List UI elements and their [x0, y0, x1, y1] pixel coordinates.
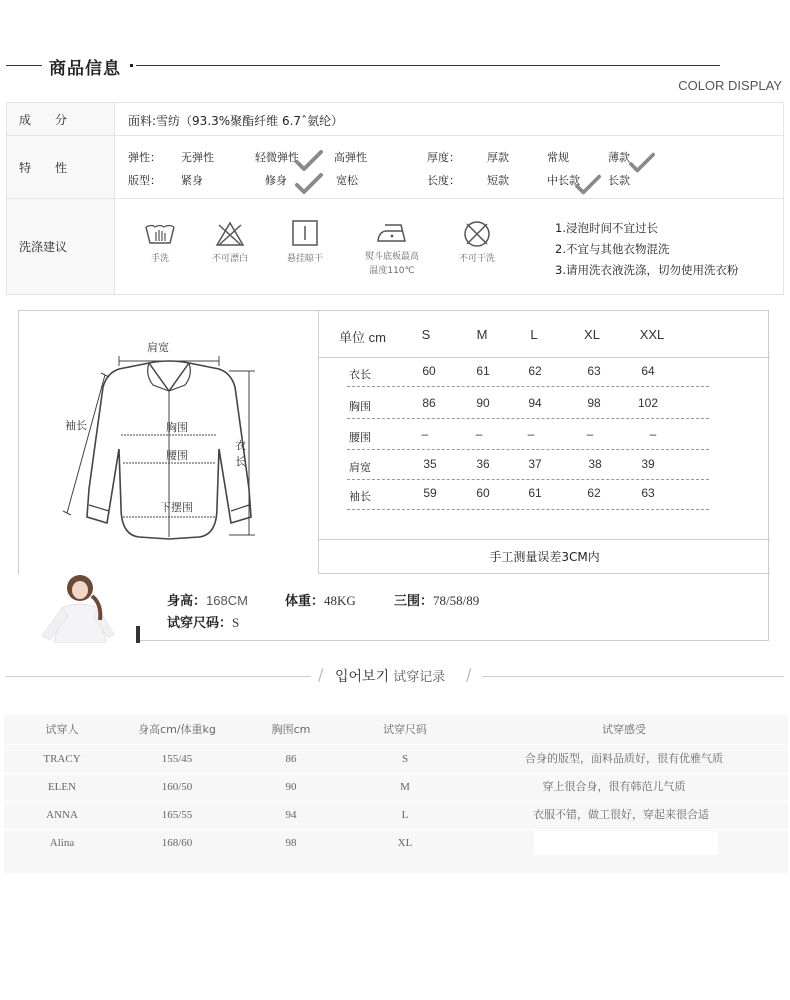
- model-weight: [285, 590, 356, 609]
- no-bleach-icon: [215, 221, 245, 247]
- tryon-size: XL: [397, 837, 413, 849]
- check-icon: [295, 173, 323, 195]
- features-label: 特 性: [7, 136, 115, 198]
- size-row-rule: [347, 418, 709, 419]
- size-cell: 62: [587, 486, 601, 500]
- check-icon: [629, 152, 655, 174]
- tryon-row: [4, 773, 788, 801]
- tryon-row: [4, 745, 788, 773]
- header-dot: [130, 64, 133, 67]
- composition-value: 面料:雪纺（93.3%聚酯纤维 6.7ˆ氨纶）: [128, 114, 344, 128]
- size-cell: 86: [422, 396, 436, 410]
- size-row-label: 袖长: [349, 490, 371, 503]
- model-height-value: 168CM: [206, 593, 248, 608]
- model-size: [167, 612, 239, 631]
- model-info: [143, 574, 770, 642]
- diagram-length-label-a: 衣: [235, 440, 246, 452]
- size-cell: 61: [476, 364, 490, 378]
- tryon-col-feedback: 试穿感受: [602, 723, 646, 736]
- length-mid: 中长款: [547, 174, 580, 187]
- tryon-feedback: 衣服不错，做工很好，穿起来很合适: [533, 808, 709, 821]
- size-cell: 37: [528, 457, 542, 471]
- thickness-thin: 薄款: [608, 151, 630, 164]
- composition-row: [7, 103, 783, 136]
- no-bleach-caption: 不可漂白: [211, 254, 248, 264]
- size-chart-block: [18, 310, 769, 641]
- no-dry-clean-caption: 不可干洗: [458, 254, 495, 264]
- size-cell: 64: [641, 364, 655, 378]
- size-cell: 60: [422, 364, 436, 378]
- tryon-slash-right: /: [466, 665, 472, 684]
- length-long: 长款: [608, 174, 630, 187]
- size-cell: 61: [528, 486, 542, 500]
- size-row-label: 肩宽: [349, 461, 371, 474]
- shirt-diagram: [49, 339, 289, 549]
- header-rule-left: [6, 65, 42, 66]
- shirt-diagram-area: [19, 311, 319, 574]
- tryon-title-korean: 입어보기: [335, 669, 390, 685]
- model-size-value: S: [232, 615, 240, 630]
- hang-dry-caption: 悬挂晾干: [286, 254, 323, 264]
- size-cell: 102: [637, 396, 659, 410]
- features-row: [7, 136, 783, 199]
- tryon-chest: 86: [285, 753, 297, 765]
- tryon-name: TRACY: [43, 753, 81, 765]
- size-cell: –: [421, 427, 429, 441]
- tryon-rule-left: [6, 676, 311, 677]
- hang-dry-icon: [291, 219, 319, 247]
- tryon-hw: 160/50: [161, 781, 193, 793]
- tryon-chest: 94: [285, 809, 297, 821]
- fit-loose: 宽松: [336, 174, 358, 187]
- care-note-2: 2.不宜与其他衣物混洗: [555, 242, 670, 256]
- size-cell: –: [586, 427, 594, 441]
- tryon-title: [335, 666, 445, 686]
- size-unit-label: 单位 cm: [339, 330, 386, 345]
- elastic-label: 弹性：: [128, 151, 161, 164]
- model-measure-label: 三围：: [394, 594, 434, 609]
- tryon-col-name: 试穿人: [45, 723, 79, 736]
- measurement-error-note: 手工测量误差3CM内: [319, 539, 770, 574]
- model-photo: [18, 574, 140, 643]
- size-cell: 59: [423, 486, 437, 500]
- size-cell: 98: [587, 396, 601, 410]
- fit-slim: 修身: [265, 174, 287, 187]
- diagram-chest-label: 胸围: [166, 422, 188, 434]
- tryon-chest: 98: [285, 837, 297, 849]
- tryon-size: L: [401, 809, 409, 821]
- hand-wash-caption: 手洗: [150, 254, 169, 264]
- tryon-name: ELEN: [47, 781, 77, 793]
- tryon-size: M: [400, 781, 410, 793]
- tryon-size: S: [401, 753, 409, 765]
- size-cell: –: [649, 427, 657, 441]
- size-row-rule: [347, 449, 709, 450]
- tryon-slash-left: /: [318, 665, 324, 684]
- care-row: [7, 199, 783, 294]
- composition-label: 成 分: [7, 103, 115, 135]
- size-row-label: 胸围: [349, 400, 371, 413]
- size-cell: –: [475, 427, 483, 441]
- tryon-title-chinese: 试穿记录: [393, 670, 446, 685]
- size-header-xl: XL: [584, 327, 600, 342]
- size-cell: –: [527, 427, 535, 441]
- tryon-row: [4, 801, 788, 829]
- model-height-label: 身高：: [167, 594, 207, 609]
- tryon-hw: 155/45: [161, 753, 193, 765]
- tryon-col-hw: 身高cm/体重kg: [138, 723, 216, 736]
- iron-icon: [375, 221, 409, 245]
- no-dry-clean-icon: [462, 219, 492, 249]
- tryon-feedback: 穿上很合身，很有韩范儿气质: [542, 780, 686, 793]
- iron-caption-line1: 熨斗底板最高: [364, 252, 419, 262]
- thickness-normal: 常规: [547, 151, 569, 164]
- size-cell: 36: [476, 457, 490, 471]
- size-row-rule: [347, 386, 709, 387]
- tryon-name: Alina: [49, 837, 75, 849]
- elastic-high: 高弹性: [334, 151, 367, 164]
- fit-label: 版型：: [128, 174, 161, 187]
- section-title: 商品信息: [49, 59, 121, 79]
- fit-tight: 紧身: [181, 174, 203, 187]
- size-cell: 63: [587, 364, 601, 378]
- size-header-l: L: [530, 327, 538, 342]
- length-short: 短款: [487, 174, 509, 187]
- model-measurements: [394, 590, 479, 609]
- size-cell: 38: [588, 457, 602, 471]
- tryon-hw: 168/60: [161, 837, 193, 849]
- care-note-3: 3.请用洗衣液洗涤，切勿使用洗衣粉: [555, 263, 739, 277]
- tryon-col-chest: 胸围cm: [271, 723, 311, 736]
- iron-caption-line2: 温度110℃: [369, 266, 415, 276]
- thickness-thick: 厚款: [487, 151, 509, 164]
- diagram-sleeve-label: 袖长: [65, 420, 87, 432]
- diagram-hem-label: 下摆围: [160, 502, 193, 514]
- size-row-rule: [347, 479, 709, 480]
- size-cell: 35: [423, 457, 437, 471]
- tryon-table: [4, 715, 788, 873]
- size-header-rule: [319, 357, 770, 358]
- hand-wash-icon: [144, 221, 176, 247]
- tryon-hw: 165/55: [161, 809, 193, 821]
- model-weight-value: 48KG: [324, 593, 356, 608]
- header-rule-right: [136, 65, 720, 66]
- elastic-light: 轻微弹性: [255, 151, 299, 164]
- size-header-xxl: XXL: [639, 327, 665, 342]
- tryon-col-size: 试穿尺码: [383, 723, 427, 736]
- diagram-length-label-b: 长: [235, 456, 246, 468]
- size-cell: 39: [641, 457, 655, 471]
- check-icon: [575, 174, 601, 196]
- tryon-rule-right: [482, 676, 784, 677]
- length-label: 长度：: [427, 174, 460, 187]
- size-row-rule: [347, 509, 709, 510]
- size-cell: 62: [528, 364, 542, 378]
- thickness-label: 厚度：: [427, 151, 460, 164]
- model-size-label: 试穿尺码：: [167, 616, 233, 631]
- tryon-feedback-blank: [534, 831, 718, 855]
- size-header-m: M: [476, 327, 488, 342]
- model-weight-label: 体重：: [285, 594, 325, 609]
- elastic-none: 无弹性: [181, 151, 214, 164]
- tryon-header-row: [4, 716, 788, 744]
- diagram-shoulder-label: 肩宽: [147, 342, 169, 354]
- care-label: 洗涤建议: [7, 199, 115, 294]
- size-cell: 60: [476, 486, 490, 500]
- size-cell: 63: [641, 486, 655, 500]
- color-display-label: COLOR DISPLAY: [678, 78, 782, 93]
- tryon-name: ANNA: [46, 809, 78, 821]
- check-icon: [295, 150, 323, 172]
- model-measure-value: 78/58/89: [433, 593, 480, 608]
- tryon-row: [4, 829, 788, 857]
- model-height: [167, 590, 248, 609]
- tryon-feedback: 合身的版型，面料品质好，很有优雅气质: [525, 752, 723, 765]
- product-info-table: [6, 102, 784, 295]
- size-cell: 94: [528, 396, 542, 410]
- size-header-s: S: [421, 327, 431, 342]
- care-note-1: 1.浸泡时间不宜过长: [555, 221, 658, 235]
- diagram-waist-label: 腰围: [166, 450, 188, 462]
- size-row-label: 衣长: [349, 368, 371, 381]
- size-row-label: 腰围: [349, 431, 371, 444]
- model-figure: [18, 574, 140, 643]
- tryon-chest: 90: [285, 781, 297, 793]
- size-cell: 90: [476, 396, 490, 410]
